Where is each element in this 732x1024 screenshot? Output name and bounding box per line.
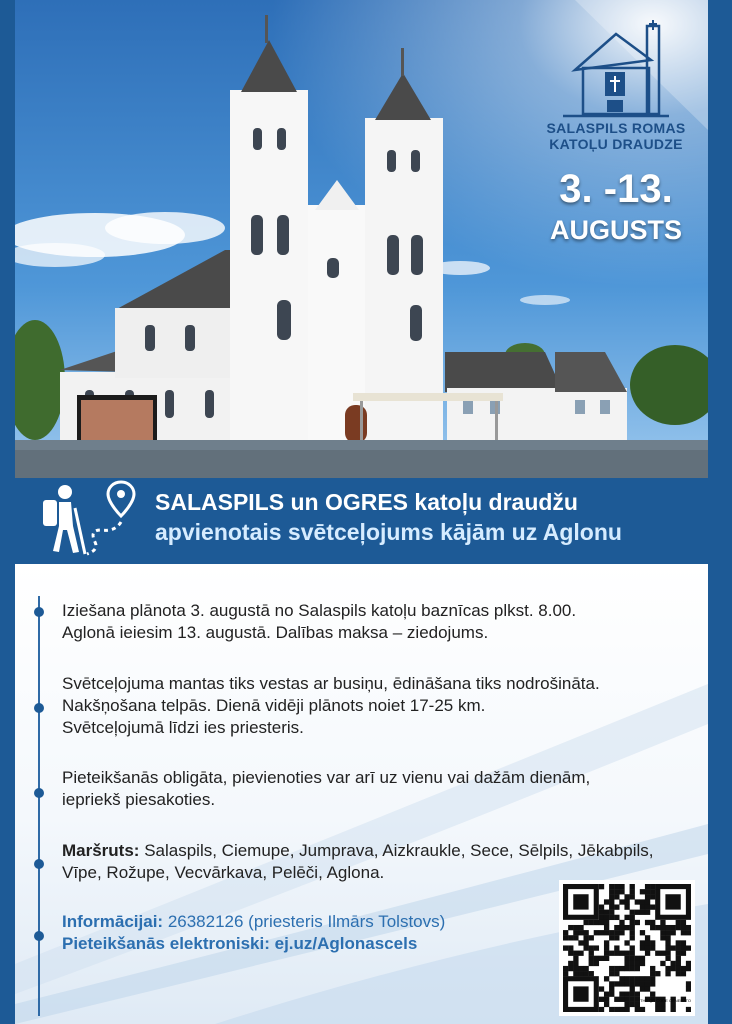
registration-link[interactable]: ej.uz/Aglonascels	[269, 934, 418, 953]
arrival-line: Aglonā ieiesim 13. augustā. Dalības maksa – ziedojums.	[62, 623, 489, 642]
contact-paragraph	[62, 911, 445, 955]
event-dates	[536, 168, 696, 246]
registration-online-line	[62, 933, 445, 955]
route-label: Maršruts:	[62, 841, 140, 860]
info-label: Informācijai:	[62, 912, 164, 931]
route-stops-2: Vīpe, Rožupe, Vecvārkava, Pelēči, Aglona.	[62, 863, 385, 882]
registration-line: Pieteikšanās obligāta, pievienoties var arī uz vienu vai dažām dienām,	[62, 768, 591, 787]
right-border	[708, 0, 732, 1024]
timeline-line	[38, 596, 40, 1016]
info-phone: 26382126 (priesteris Ilmārs Tolstovs)	[163, 912, 446, 931]
event-title	[155, 487, 622, 547]
registration-line-2: iepriekš piesakoties.	[62, 790, 216, 809]
priest-line: Svētceļojumā līdzi ies priesteris.	[62, 718, 304, 737]
details-section	[15, 564, 708, 1024]
departure-line: Iziešana plānota 3. augustā no Salaspils katoļu baznīcas plkst. 8.00.	[62, 601, 577, 620]
reg-label: Pieteikšanās elektroniski:	[62, 934, 270, 953]
qr-caption: THE QR CODE GENERATOR	[640, 998, 691, 1003]
title-line1: SALASPILS un OGRES katoļu draudžu	[155, 489, 578, 515]
timeline-dot	[34, 788, 44, 798]
map-pin-icon	[108, 482, 134, 516]
route-line-1	[62, 840, 653, 862]
timeline-dot	[34, 859, 44, 869]
title-banner	[15, 478, 708, 564]
date-month: AUGUSTS	[549, 215, 682, 245]
timeline-dot	[34, 703, 44, 713]
hiker-icon	[35, 478, 145, 564]
lodging-line: Nakšņošana telpās. Dienā vidēji plānots noiet 17-25 km.	[62, 696, 486, 715]
parish-logo	[536, 20, 696, 152]
qr-code-icon	[563, 884, 691, 1012]
parish-name-line1: SALASPILS ROMAS	[546, 120, 686, 136]
church-logo-icon	[561, 20, 671, 120]
route-paragraph	[62, 840, 653, 884]
departure-paragraph	[62, 600, 576, 644]
info-line	[62, 911, 445, 933]
luggage-line: Svētceļojuma mantas tiks vestas ar busiņu, ēdināšana tiks nodrošināta.	[62, 674, 600, 693]
parish-name-line2: KATOĻU DRAUDZE	[549, 136, 683, 152]
qr-code[interactable]	[559, 880, 695, 1016]
date-range: 3. -13.	[559, 167, 673, 211]
route-stops-1: Salaspils, Ciemupe, Jumprava, Aizkraukle, Sece, Sēlpils, Jēkabpils,	[139, 841, 654, 860]
left-border	[0, 0, 15, 1024]
timeline-dot	[34, 931, 44, 941]
registration-paragraph	[62, 767, 590, 811]
timeline-dot	[34, 607, 44, 617]
title-line2: apvienotais svētceļojums kājām uz Aglonu	[155, 519, 622, 545]
logistics-paragraph	[62, 673, 600, 739]
